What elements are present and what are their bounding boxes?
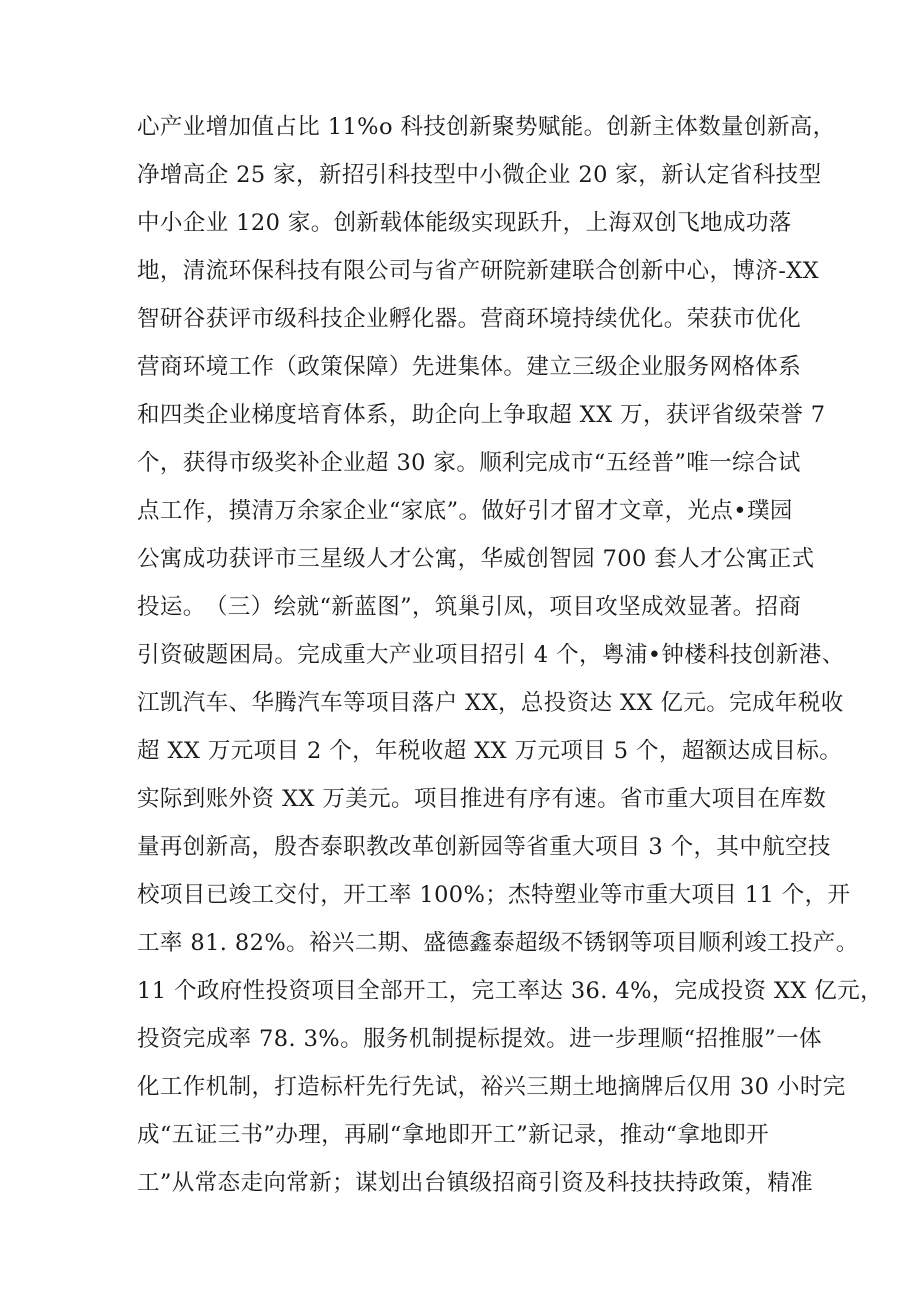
paragraph-1-line: 地，清流环保科技有限公司与省产研院新建联合创新中心，博济-XX [137, 258, 820, 284]
paragraph-2-line: 11 个政府性投资项目全部开工，完工率达 36. 4%，完成投资 XX 亿元， [137, 978, 884, 1004]
paragraph-1-line: 营商环境工作（政策保障）先进集体。建立三级企业服务网格体系 [137, 354, 802, 380]
paragraph-1-line: 点工作，摸清万余家企业“家底”。做好引才留才文章，光点•璞园 [137, 498, 793, 524]
paragraph-1-line: 公寓成功获评市三星级人才公寓，华威创智园 700 套人才公寓正式 [137, 546, 815, 572]
paragraph-1-line: 智研谷获评市级科技企业孵化器。营商环境持续优化。荣获市优化 [137, 306, 802, 332]
paragraph-2-line: 校项目已竣工交付，开工率 100%；杰特塑业等市重大项目 11 个，开 [137, 882, 851, 908]
paragraph-1-line: 和四类企业梯度培育体系，助企向上争取超 XX 万，获评省级荣誉 7 [137, 402, 826, 428]
paragraph-2-line: 超 XX 万元项目 2 个，年税收超 XX 万元项目 5 个，超额达成目标。 [137, 738, 843, 764]
paragraph-1-line: 个，获得市级奖补企业超 30 家。顺利完成市“五经普”唯一综合试 [137, 450, 801, 476]
paragraph-1-line: 投运。 [137, 594, 206, 620]
paragraph-2-line: 化工作机制，打造标杆先行先试，裕兴三期土地摘牌后仅用 30 小时完 [137, 1074, 846, 1100]
paragraph-1-line: 中小企业 120 家。创新载体能级实现跃升，上海双创飞地成功落 [137, 210, 792, 236]
paragraph-1-line: 心产业增加值占比 11%o 科技创新聚势赋能。创新主体数量创新高， [137, 114, 836, 140]
paragraph-2-line: 工”从常态走向常新；谋划出台镇级招商引资及科技扶持政策，精准 [137, 1170, 814, 1196]
paragraph-2-line: 工率 81. 82%。裕兴二期、盛德鑫泰超级不锈钢等项目顺利竣工投产。 [137, 930, 859, 956]
paragraph-2 [137, 583, 884, 1207]
paragraph-2-line: 量再创新高，殷杏泰职教改革创新园等省重大项目 3 个，其中航空技 [137, 834, 831, 860]
paragraph-2-line: 引资破题困局。完成重大产业项目招引 4 个，粤浦•钟楼科技创新港、 [137, 642, 845, 668]
section-heading-line: （三）绘就“新蓝图”，筑巢引凤，项目攻坚成效显著。招商 [205, 594, 802, 620]
paragraph-1-line: 净增高企 25 家，新招引科技型中小微企业 20 家，新认定省科技型 [137, 162, 822, 188]
paragraph-2-line: 成“五证三书”办理，再刷“拿地即开工”新记录，推动“拿地即开 [137, 1122, 770, 1148]
paragraph-1 [137, 103, 836, 631]
paragraph-2-line: 投资完成率 78. 3%。服务机制提标提效。进一步理顺“招推服”一体 [137, 1026, 822, 1052]
paragraph-2-line: 江凯汽车、华腾汽车等项目落户 XX，总投资达 XX 亿元。完成年税收 [137, 690, 844, 716]
paragraph-2-line: 实际到账外资 XX 万美元。项目推进有序有速。省市重大项目在库数 [137, 786, 827, 812]
